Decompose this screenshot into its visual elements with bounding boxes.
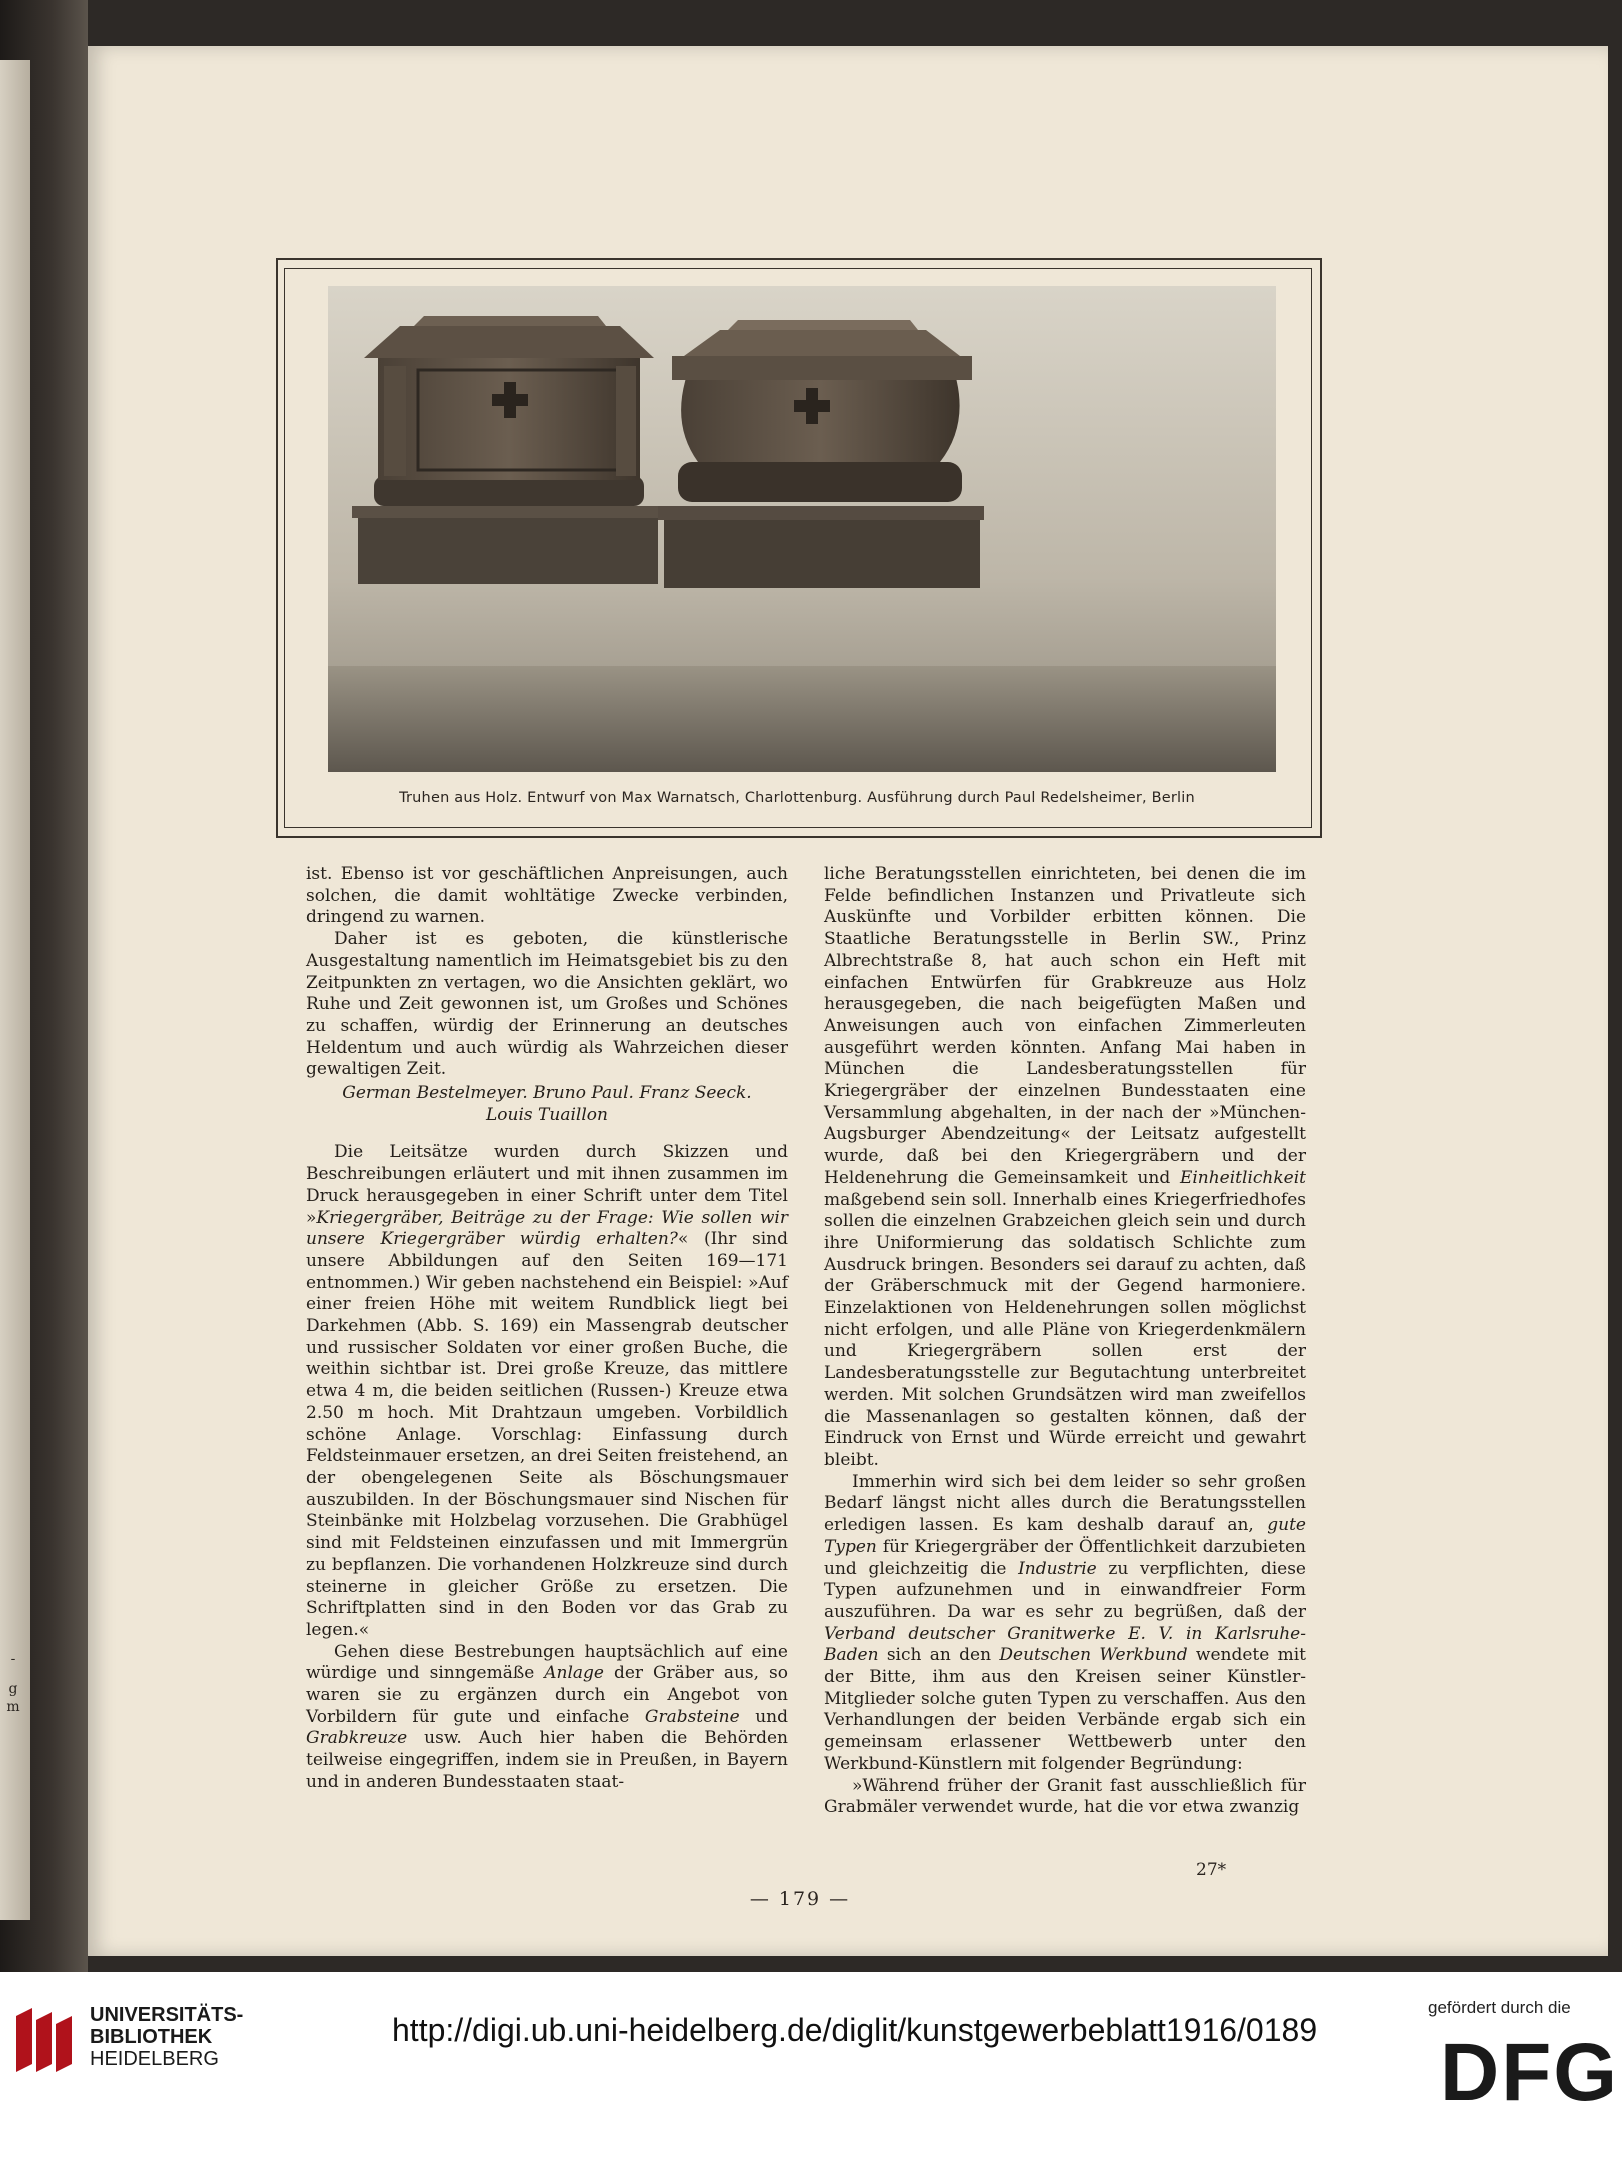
text-column-right <box>824 864 1306 1819</box>
funded-by-label: gefördert durch die <box>1428 1998 1571 2017</box>
permalink-url[interactable]: http://digi.ub.uni-heidelberg.de/diglit/kunstgewerbeblatt1916/0189 <box>392 2012 1318 2048</box>
left-page-edge <box>0 60 30 1920</box>
signature-mark: 27* <box>1196 1860 1227 1880</box>
paragraph: Die Leitsätze wurden durch Skizzen und Beschreibungen erläutert und mit ihnen zusammen im Druck herausgegeben in einer Schrift unter dem Titel »Kriegergräber, Beiträge zu der Frage: Wie sollen wir unsere Kriegergräber würdig erhalten?« (Ihr sind unsere Abbildungen auf den Seiten 169—171 entnommen.) Wir geben nachstehend ein Beispiel: »Auf einer freien Höhe mit weitem Rundblick liegt bei Darkehmen (Abb. S. 169) ein Massengrab deutscher und russischer Soldaten vor einer großen Buche, die weithin sichtbar ist. Drei große Kreuze, das mittlere etwa 4 m, die beiden seitlichen (Russen-) Kreuze etwa 2.50 m hoch. Mit Drahtzaun umgeben. Vorbildlich schöne Anlage. Vorschlag: Einfassung durch Feldsteinmauer ersetzen, an drei Seiten freistehend, an der obengelegenen Seite als Böschungsmauer auszubilden. In der Böschungsmauer sind Nischen für Steinbänke mit Holzbelag vorzusehen. Die Grabhügel sind mit Feldsteinen einzufassen und mit Immergrün zu bepflanzen. Die vorhandenen Holzkreuze sind durch steinerne in gleicher Größe zu ersetzen. Die Schriftplatten sind in den Boden vor das Grab zu legen.« <box>306 1142 789 1640</box>
side-fragment: - <box>10 1651 16 1667</box>
paragraph: ist. Ebenso ist vor geschäftlichen Anpreisungen, auch solchen, die damit wohltätige Zwecke verbinden, dringend zu warnen. <box>306 864 788 928</box>
paragraph: Daher ist es geboten, die künstlerische Ausgestaltung namentlich im Heimatsgebiet bis zu den Zeitpunkten zn vertagen, wo die Ansichten geklärt, wo Ruhe und Zeit gewonnen ist, um Großes und Schönes zu schaffen, würdig der Erinnerung an deutsches Heldentum und auch würdig als Wahrzeichen dieser gewaltigen Zeit. <box>306 929 788 1080</box>
signature-line: German Bestelmeyer. Bruno Paul. Franz Seeck. <box>342 1083 752 1104</box>
side-fragment: m <box>6 1699 20 1715</box>
book-title: Kriegergräber, Beiträge zu der Frage: Wie sollen wir unsere Kriegergräber würdig erhalten? <box>306 1207 788 1250</box>
university-library-logo-icon[interactable] <box>10 2006 78 2074</box>
paragraph: Immerhin wird sich bei dem leider so sehr großen Bedarf längst nicht alles durch die Beratungsstellen erledigen lassen. Es kam deshalb darauf an, gute Typen für Kriegergräber der Öffentlichkeit darzubieten und gleichzeitig die Industrie zu verpflichten, diese Typen aufzunehmen und in einwandfreier Form auszuführen. Da war es sehr zu begrüßen, daß der Verband deutscher Granitwerke E. V. in Karlsruhe-Baden sich an den Deutschen Werkbund wendete mit der Bitte, ihm aus den Kreisen seiner Künstler-Mitglieder solche guten Typen zu verschaffen. Aus den Verhandlungen der beiden Verbände ergab sich ein gemeinsam erlassener Wettbewerb unter den Werkbund-Künstlern mit folgender Begründung: <box>824 1471 1306 1774</box>
photo-wooden-chests <box>328 286 1276 772</box>
paragraph: liche Beratungsstellen einrichteten, bei denen die im Felde befindlichen Instanzen und Privatleute sich Auskünfte und Vorbilder erbitten können. Die Staatliche Beratungsstelle in Berlin SW., Prinz Albrechtstraße 8, hat auch schon ein Heft mit einfachen Entwürfen für Grabkreuze aus Holz herausgegeben, die nach beigefügten Maßen und Anweisungen auch von einfachen Zimmerleuten ausgeführt werden könnten. Anfang Mai haben in München die Landesberatungsstellen für Kriegergräber der einzelnen Bundesstaaten eine Versammlung abgehalten, in der nach der »München-Augsburger Abendzeitung« der Leitsatz aufgestellt wurde, daß bei den Kriegergräbern und der Heldenehrung die Gemeinsamkeit und Einheitlichkeit maßgebend sein soll. Innerhalb eines Kriegerfriedhofes sollen die einzelnen Grabzeichen gleich sein und durch ihre Uniformierung das soldatisch Schlichte zum Ausdruck bringen. Besonders sei darauf zu achten, daß der Gräberschmuck mit der Gegend harmoniere. Einzelaktionen von Heldenehrungen sollen möglichst nicht erfolgen, und alle Pläne von Kriegerdenkmälern und Kriegergräbern sollen erst der Landesberatungsstelle zur Begutachtung unterbreitet werden. Mit solchen Grundsätzen wird man zweifellos die Massenanlagen so gestalten können, daß der Eindruck von Ernst und Würde erreicht und gewahrt bleibt. <box>824 864 1306 1470</box>
photo-caption: Truhen aus Holz. Entwurf von Max Warnatsch, Charlottenburg. Ausführung durch Paul Redelsheimer, Berlin <box>399 790 1195 806</box>
text-column-left <box>306 864 788 1794</box>
paragraph: Gehen diese Bestrebungen hauptsächlich auf eine würdige und sinngemäße Anlage der Gräber aus, so waren sie zu ergänzen durch ein Angebot von Vorbildern für gute und einfache Grabsteine und Grabkreuze usw. Auch hier haben die Behörden teilweise eingegriffen, indem sie in Preußen, in Bayern und in anderen Bundesstaaten staat- <box>306 1641 788 1792</box>
signature-line: Louis Tuaillon <box>486 1104 608 1125</box>
dfg-logo[interactable]: DFG <box>1440 2027 1620 2118</box>
paragraph: »Während früher der Granit fast ausschließlich für Grabmäler verwendet wurde, hat die vor etwa zwanzig <box>824 1775 1306 1818</box>
side-fragment: g <box>8 1681 18 1697</box>
library-name[interactable]: UNIVERSITÄTS- BIBLIOTHEK HEIDELBERG <box>90 2004 244 2070</box>
signature-block <box>306 1083 788 1126</box>
page-number: — 179 — <box>749 1888 851 1910</box>
footer-bar <box>0 1972 1622 2176</box>
